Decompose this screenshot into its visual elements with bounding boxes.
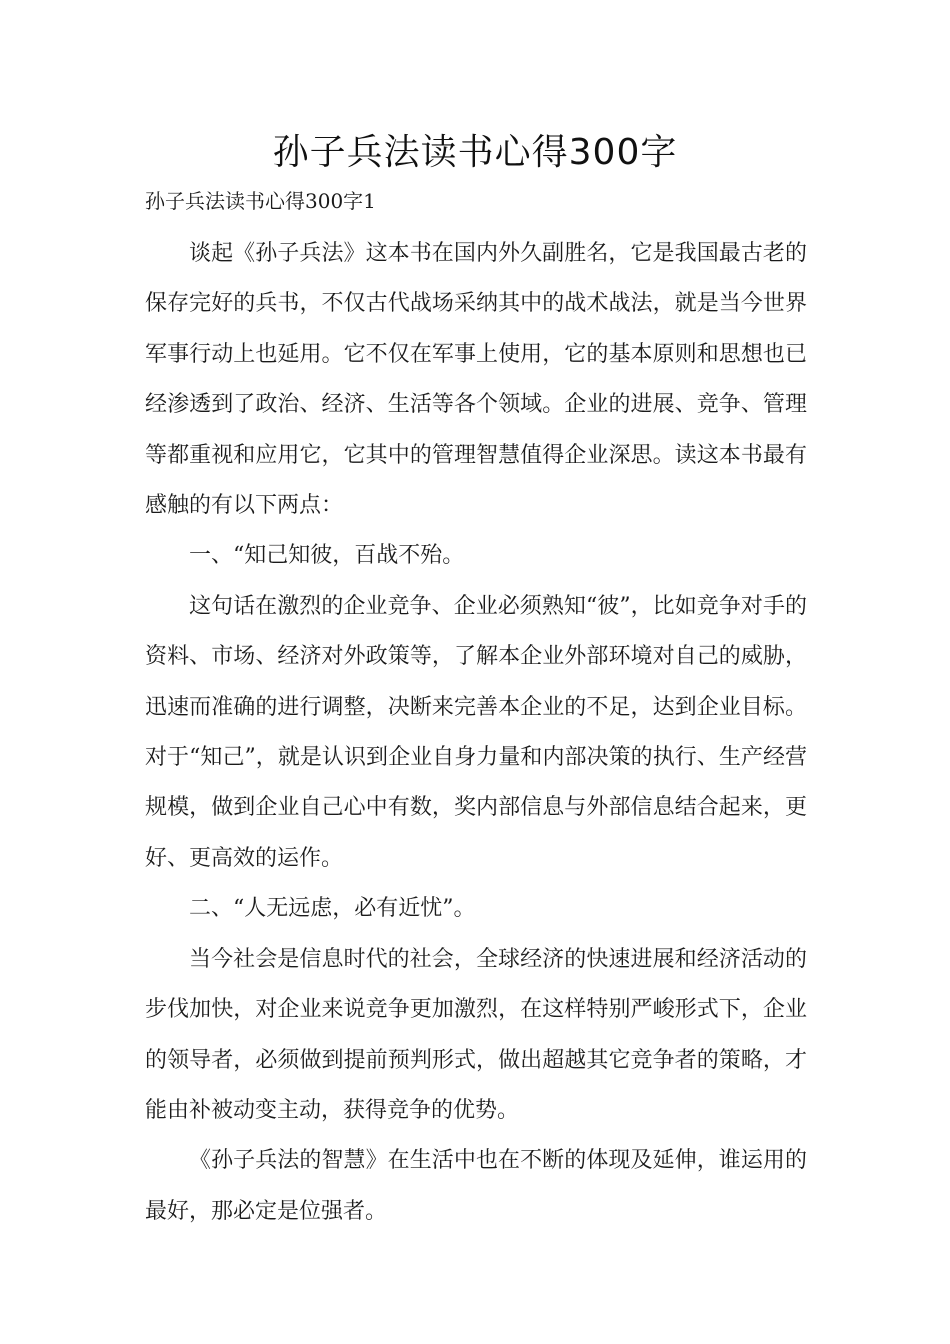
paragraph-intro: 谈起《孙子兵法》这本书在国内外久副胜名，它是我国最古老的保存完好的兵书，不仅古代战场采纳其中的战术战法，就是当今世界军事行动上也延用。它不仅在军事上使用，它的基本原则和思想也已经渗透到了政治、经济、生活等各个领域。企业的进展、竞争、管理等都重视和应用它，它其中的管理智慧值得企业深思。读这本书最有感触的有以下两点：: [145, 241, 807, 519]
document-body: [145, 229, 807, 1237]
paragraph-section-1: 这句话在激烈的企业竞争、企业必须熟知“彼”，比如竞争对手的资料、市场、经济对外政策等，了解本企业外部环境对自己的威胁，迅速而准确的进行调整，决断来完善本企业的不足，达到企业目标。对于“知己”，就是认识到企业自身力量和内部决策的执行、生产经营规模，做到企业自己心中有数，奖内部信息与外部信息结合起来，更好、更高效的运作。: [145, 593, 807, 871]
section-heading-1: 一、“知己知彼，百战不殆。: [189, 543, 465, 569]
section-heading-2: 二、“人无远虑，必有近忧”。: [189, 896, 476, 922]
paragraph-conclusion: 《孙子兵法的智慧》在生活中也在不断的体现及延伸，谁运用的最好，那必定是位强者。: [145, 1148, 807, 1224]
document-subtitle: 孙子兵法读书心得300字1: [145, 189, 376, 213]
document-title: 孙子兵法读书心得300字: [272, 132, 678, 173]
paragraph-section-2: 当今社会是信息时代的社会，全球经济的快速进展和经济活动的步伐加快，对企业来说竞争更加激烈，在这样特别严峻形式下，企业的领导者，必须做到提前预判形式，做出超越其它竞争者的策略，才能由补被动变主动，获得竞争的优势。: [145, 946, 807, 1123]
